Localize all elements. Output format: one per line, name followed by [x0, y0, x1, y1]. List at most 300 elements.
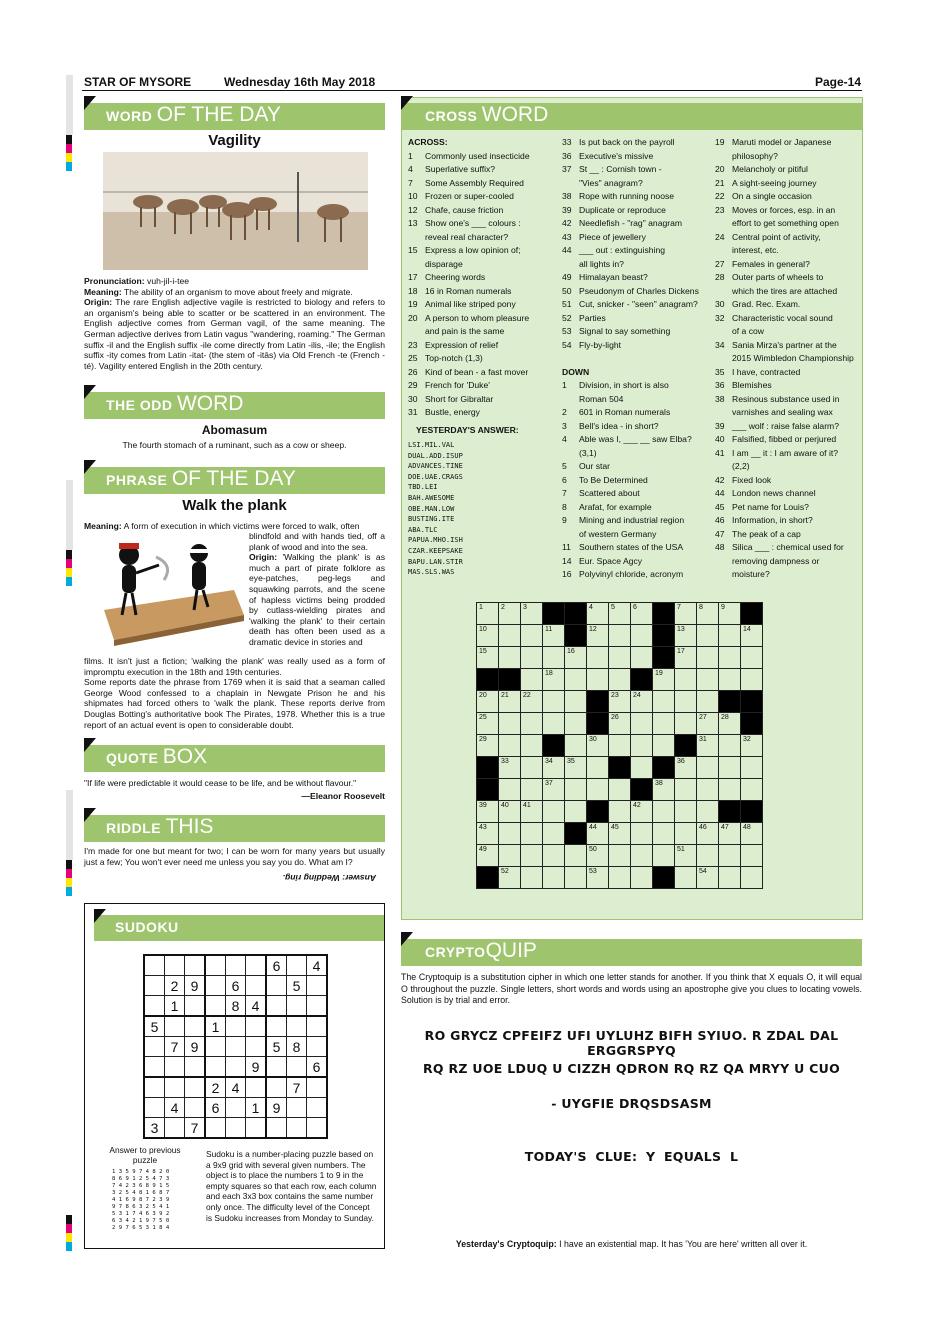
crossword-cell[interactable]: [521, 713, 543, 735]
sudoku-cell[interactable]: [266, 976, 287, 996]
crossword-cell[interactable]: [719, 625, 741, 647]
crossword-cell[interactable]: 34: [543, 757, 565, 779]
clue-item: 6 To Be Determined: [562, 474, 648, 485]
sudoku-cell: 4: [246, 996, 267, 1017]
clue-item: 8 Arafat, for example: [562, 501, 652, 512]
crossword-cell[interactable]: [631, 845, 653, 867]
crossword-cell[interactable]: 10: [477, 625, 499, 647]
crossword-cell[interactable]: [521, 669, 543, 691]
crossword-cell[interactable]: [521, 845, 543, 867]
crossword-cell[interactable]: 29: [477, 735, 499, 757]
crossword-cell[interactable]: 11: [543, 625, 565, 647]
clue-item: (2,2): [732, 461, 750, 471]
crossword-cell[interactable]: [631, 757, 653, 779]
crossword-cell[interactable]: [565, 801, 587, 823]
crossword-cell[interactable]: 51: [675, 845, 697, 867]
crossword-cell[interactable]: 52: [499, 867, 521, 889]
black-square: [587, 691, 609, 713]
crossword-cell[interactable]: [521, 757, 543, 779]
black-square: [741, 713, 763, 735]
clue-item: 23 Moves or forces, esp. in an: [715, 204, 836, 215]
crossword-cell[interactable]: [719, 845, 741, 867]
crossword-cell[interactable]: 20: [477, 691, 499, 713]
black-square: [719, 691, 741, 713]
crossword-cell[interactable]: [587, 647, 609, 669]
sudoku-cell: 6: [307, 1057, 328, 1078]
sudoku-cell[interactable]: [205, 1057, 226, 1078]
clue-item: 16 Polyvinyl chloride, acronym: [562, 569, 684, 579]
crossword-cell[interactable]: 13: [675, 625, 697, 647]
crossword-cell[interactable]: 26: [609, 713, 631, 735]
yesterday-row: MAS.SLS.WAS: [408, 568, 455, 577]
sudoku-cell[interactable]: [205, 976, 226, 996]
crossword-cell[interactable]: 45: [609, 823, 631, 845]
clue-item: which the tires are attached: [732, 285, 838, 296]
crossword-cell[interactable]: [697, 625, 719, 647]
sudoku-cell: 2: [165, 976, 185, 996]
crossword-cell[interactable]: 4: [587, 603, 609, 625]
black-square: [653, 867, 675, 889]
crossword-cell[interactable]: 22: [521, 691, 543, 713]
crossword-cell[interactable]: [697, 669, 719, 691]
crossword-cell[interactable]: [609, 735, 631, 757]
clue-item: varnishes and sealing wax: [732, 407, 833, 417]
crossword-cell[interactable]: 2: [499, 603, 521, 625]
crossword-cell[interactable]: [609, 625, 631, 647]
sudoku-cell[interactable]: [307, 1016, 328, 1037]
crossword-cell[interactable]: [565, 867, 587, 889]
crossword-cell[interactable]: [653, 823, 675, 845]
clue-item: 53 Signal to say something: [562, 326, 671, 336]
previous-answer-row: 6 3 4 2 1 9 7 5 0: [112, 1218, 170, 1224]
black-square: [609, 757, 631, 779]
clue-item: 39 Duplicate or reproduce: [562, 204, 666, 215]
crossword-cell[interactable]: [521, 735, 543, 757]
crossword-cell[interactable]: [521, 779, 543, 801]
crossword-cell[interactable]: [587, 757, 609, 779]
crossword-cell[interactable]: 42: [631, 801, 653, 823]
quote-text: "If life were predictable it would cease to be life, and be without flavour.": [84, 778, 357, 788]
sudoku-cell[interactable]: [226, 1098, 246, 1118]
sudoku-cell[interactable]: [226, 1037, 246, 1057]
sudoku-cell[interactable]: [144, 955, 165, 976]
crossword-cell[interactable]: [719, 647, 741, 669]
clue-item: 10 Frozen or super-cooled: [408, 191, 514, 201]
clue-item: 27 Females in general?: [715, 258, 810, 269]
phrase-text: Walk the plank: [182, 497, 287, 514]
crossword-cell[interactable]: [741, 867, 763, 889]
crossword-cell[interactable]: 50: [587, 845, 609, 867]
crossword-cell[interactable]: [697, 845, 719, 867]
crossword-cell[interactable]: 14: [741, 625, 763, 647]
black-square: [477, 779, 499, 801]
sudoku-cell[interactable]: [287, 1016, 307, 1037]
crossword-cell[interactable]: 24: [631, 691, 653, 713]
black-square: [499, 669, 521, 691]
sudoku-cell[interactable]: [165, 1016, 185, 1037]
crossword-cell[interactable]: 36: [675, 757, 697, 779]
clue-item: 26 Kind of bean - a fast mover: [408, 366, 529, 377]
crossword-cell[interactable]: [675, 713, 697, 735]
crossword-cell[interactable]: [499, 779, 521, 801]
cryptoquip-line-3: - UYGFIE DRQSDSASM: [551, 1096, 712, 1111]
sudoku-cell[interactable]: [226, 1118, 246, 1139]
crossword-cell[interactable]: [609, 867, 631, 889]
crossword-cell[interactable]: 1: [477, 603, 499, 625]
crossword-cell[interactable]: 12: [587, 625, 609, 647]
crossword-cell[interactable]: 41: [521, 801, 543, 823]
sudoku-cell[interactable]: [144, 1057, 165, 1078]
sudoku-cell: 9: [246, 1057, 267, 1078]
sudoku-cell[interactable]: [307, 1098, 328, 1118]
crossword-cell[interactable]: [499, 845, 521, 867]
crossword-cell[interactable]: [543, 647, 565, 669]
sudoku-cell[interactable]: [144, 1077, 165, 1098]
crossword-cell[interactable]: [631, 867, 653, 889]
sudoku-cell[interactable]: [205, 1118, 226, 1139]
clue-item: 3 Bell's idea - in short?: [562, 420, 659, 431]
cryptoquip-intro: The Cryptoquip is a substitution cipher in which one letter stands for another. If you think that X equals O, it will equal O throughout the puzzle. Single letters, short words and words using an apostrophe give you clues to locating vowels. Solution is by trial and error.: [401, 972, 862, 1006]
sudoku-cell: 3: [144, 1118, 165, 1139]
clue-item: 23 Expression of relief: [408, 339, 499, 350]
black-square: [477, 669, 499, 691]
crossword-cell[interactable]: [675, 779, 697, 801]
sudoku-cell[interactable]: [205, 955, 226, 976]
sudoku-cell[interactable]: [144, 976, 165, 996]
sudoku-cell[interactable]: [307, 1077, 328, 1098]
crossword-cell[interactable]: [499, 823, 521, 845]
sudoku-cell[interactable]: [287, 1098, 307, 1118]
sudoku-cell[interactable]: [226, 1016, 246, 1037]
crossword-cell[interactable]: 53: [587, 867, 609, 889]
crossword-cell[interactable]: [609, 669, 631, 691]
clue-item: "Vies" anagram?: [579, 177, 643, 188]
black-square: [653, 603, 675, 625]
crossword-cell[interactable]: 47: [719, 823, 741, 845]
clue-item: 44 London news channel: [715, 488, 816, 498]
odd-word-title: THE ODD WORD: [106, 392, 244, 415]
sudoku-cell: 7: [287, 1077, 307, 1098]
sudoku-cell: 6: [205, 1098, 226, 1118]
crossword-cell[interactable]: 48: [741, 823, 763, 845]
clue-item: 38 Rope with running noose: [562, 191, 675, 201]
crossword-cell[interactable]: [499, 713, 521, 735]
crossword-cell[interactable]: [653, 845, 675, 867]
sudoku-cell: 9: [266, 1098, 287, 1118]
sudoku-cell[interactable]: [226, 1057, 246, 1078]
sudoku-cell[interactable]: [246, 1077, 267, 1098]
cryptoquip-clue: TODAY'S CLUE: Y EQUALS L: [524, 1149, 739, 1164]
crossword-cell[interactable]: [609, 845, 631, 867]
crossword-cell[interactable]: [499, 735, 521, 757]
crossword-cell[interactable]: [631, 823, 653, 845]
crossword-cell[interactable]: [499, 647, 521, 669]
crossword-cell[interactable]: [719, 867, 741, 889]
crossword-cell[interactable]: 35: [565, 757, 587, 779]
riddle-title: RIDDLE THIS: [106, 815, 214, 838]
crossword-cell[interactable]: [719, 779, 741, 801]
black-square: [675, 735, 697, 757]
phrase-origin: films. It isn't just a fiction; 'walking the plank' was really used as a form of impromptu execution in the 18th and 19th centuries. Some reports date the phrase from 1769 when it is said that a seaman called George Wood confessed to a chaplain in Newgate Prison he and his shipmates had forced others to 'walk the plank. These reports derive from Douglas Botting's authoritative book The Pirates, 1978. Whether this is a true report of an actual event is open to considerable doubt.: [84, 656, 385, 730]
crossword-cell[interactable]: [521, 647, 543, 669]
clue-item: 17 Cheering words: [408, 272, 486, 282]
crossword-cell[interactable]: [565, 669, 587, 691]
across-heading: ACROSS:: [408, 137, 448, 147]
sudoku-cell[interactable]: [165, 1077, 185, 1098]
crossword-cell[interactable]: 27: [697, 713, 719, 735]
crossword-cell[interactable]: [543, 823, 565, 845]
sudoku-cell[interactable]: [307, 1118, 328, 1139]
crossword-cell[interactable]: [609, 647, 631, 669]
sudoku-cell[interactable]: [246, 1037, 267, 1057]
crossword-cell[interactable]: [631, 735, 653, 757]
crossword-cell[interactable]: [521, 823, 543, 845]
clue-item: 42 Fixed look: [715, 474, 772, 485]
sudoku-cell[interactable]: [205, 1037, 226, 1057]
black-square: [741, 691, 763, 713]
word-of-day-text: Pronunciation: vuh-jil-i-tee Meaning: The ability of an organism to move about freely and migrate. Origin: The rare English adjective vagile is restricted to biology and refers to an organism's being able to scatter or be scattered in an environment. The English adjective comes from German vagil, of the same meaning. The German adjective derives from Latin vagus "wandering, roaming." The German suffix -il and the English suffix -ile come directly from Latin -ilis, -ile; the English suffix -ity comes from Latin -itat- (the stem of -itās) via Old French -te (French -té). Vagility entered English in the 20th century.: [84, 276, 385, 371]
crossword-cell[interactable]: [631, 625, 653, 647]
crossword-cell[interactable]: [653, 713, 675, 735]
sudoku-cell[interactable]: [246, 1016, 267, 1037]
crossword-cell[interactable]: 7: [675, 603, 697, 625]
crossword-cell[interactable]: [653, 691, 675, 713]
sudoku-cell[interactable]: [266, 1118, 287, 1139]
crossword-cell[interactable]: [719, 757, 741, 779]
black-square: [477, 757, 499, 779]
crossword-cell[interactable]: 5: [609, 603, 631, 625]
cmyk-marks: [66, 860, 72, 896]
crossword-cell[interactable]: [741, 669, 763, 691]
crossword-cell[interactable]: [543, 801, 565, 823]
sudoku-cell[interactable]: [287, 1057, 307, 1078]
sudoku-cell[interactable]: [144, 1098, 165, 1118]
sudoku-cell[interactable]: [266, 996, 287, 1017]
crossword-cell[interactable]: 17: [675, 647, 697, 669]
sudoku-cell[interactable]: [165, 1118, 185, 1139]
clue-item: 21 A sight-seeing journey: [715, 177, 817, 188]
sudoku-cell[interactable]: [185, 1098, 206, 1118]
crossword-cell[interactable]: [565, 845, 587, 867]
odd-word-word: Abomasum: [201, 423, 268, 437]
clue-item: 2015 Wimbledon Championship: [732, 353, 854, 363]
sudoku-cell[interactable]: [287, 996, 307, 1017]
clue-item: 41 I am __ it : I am aware of it?: [715, 447, 839, 458]
sudoku-cell[interactable]: [205, 996, 226, 1017]
clue-item: 20 Melancholy or pitiful: [715, 164, 808, 174]
crossword-cell[interactable]: [499, 625, 521, 647]
previous-answer-row: 7 4 2 3 6 8 9 1 5: [112, 1183, 170, 1189]
sudoku-cell: 4: [307, 955, 328, 976]
sudoku-cell[interactable]: [246, 955, 267, 976]
crossword-cell[interactable]: 19: [653, 669, 675, 691]
crossword-cell[interactable]: 30: [587, 735, 609, 757]
word-of-day-word: Vagility: [208, 132, 261, 149]
crossword-cell[interactable]: [521, 625, 543, 647]
crossword-cell[interactable]: 25: [477, 713, 499, 735]
crossword-cell[interactable]: 46: [697, 823, 719, 845]
crossword-cell[interactable]: [631, 713, 653, 735]
crossword-cell[interactable]: 9: [719, 603, 741, 625]
sudoku-cell[interactable]: [226, 955, 246, 976]
crossword-cell[interactable]: [543, 867, 565, 889]
crossword-cell[interactable]: [675, 691, 697, 713]
crossword-cell[interactable]: [741, 647, 763, 669]
crossword-cell[interactable]: [587, 669, 609, 691]
clue-item: 24 Central point of activity,: [715, 231, 821, 242]
crossword-cell[interactable]: 23: [609, 691, 631, 713]
crossword-cell[interactable]: [565, 735, 587, 757]
clue-item: removing dampness or: [732, 555, 820, 566]
crossword-cell[interactable]: [675, 867, 697, 889]
crossword-cell[interactable]: [675, 823, 697, 845]
crossword-cell[interactable]: [675, 801, 697, 823]
sudoku-cell[interactable]: [144, 1037, 165, 1057]
across-clues-1: [408, 136, 558, 420]
clue-item: 34 Sania Mirza's partner at the: [715, 339, 837, 350]
crossword-grid: [476, 602, 763, 889]
crossword-cell[interactable]: 31: [697, 735, 719, 757]
crossword-cell[interactable]: [653, 801, 675, 823]
crossword-cell[interactable]: [609, 779, 631, 801]
crossword-cell[interactable]: [543, 691, 565, 713]
clue-item: 48 Silica ___ : chemical used for: [715, 542, 844, 552]
clue-item: 19 Maruti model or Japanese: [715, 137, 832, 147]
sudoku-cell[interactable]: [307, 976, 328, 996]
crossword-cell[interactable]: [697, 647, 719, 669]
yesterday-crossword-grid: [408, 440, 545, 578]
crossword-cell[interactable]: [697, 801, 719, 823]
cmyk-marks: [66, 135, 72, 171]
sudoku-cell[interactable]: [307, 1037, 328, 1057]
cryptoquip-line-1: RO GRYCZ CPFEIFZ UFI UYLUHZ BIFH SYIUO. R ZDAL DAL ERGGRSPYQ: [424, 1028, 839, 1058]
crossword-cell[interactable]: [697, 779, 719, 801]
sudoku-cell[interactable]: [185, 955, 206, 976]
crossword-cell[interactable]: [609, 801, 631, 823]
clue-item: 36 Blemishes: [715, 380, 772, 390]
crossword-cell[interactable]: 38: [653, 779, 675, 801]
crossword-cell[interactable]: [565, 691, 587, 713]
sudoku-cell[interactable]: [287, 1118, 307, 1139]
crossword-cell[interactable]: [697, 691, 719, 713]
yesterday-row: DOE.UAE.CRAGS: [408, 472, 463, 481]
crossword-cell[interactable]: 49: [477, 845, 499, 867]
crossword-cell[interactable]: [741, 845, 763, 867]
crossword-cell[interactable]: 15: [477, 647, 499, 669]
crossword-cell[interactable]: 16: [565, 647, 587, 669]
black-square: [565, 625, 587, 647]
sudoku-cell[interactable]: [266, 1077, 287, 1098]
sudoku-cell[interactable]: [266, 1016, 287, 1037]
previous-answer-row: 2 9 7 6 5 3 1 8 4: [112, 1225, 170, 1231]
crossword-cell[interactable]: 54: [697, 867, 719, 889]
clue-item: Roman 504: [579, 393, 624, 404]
phrase-title: PHRASE OF THE DAY: [106, 467, 296, 490]
riddle-answer: Answer: Wedding ring.: [282, 873, 377, 883]
crossword-cell[interactable]: 33: [499, 757, 521, 779]
sudoku-cell[interactable]: [307, 996, 328, 1017]
black-square: [631, 669, 653, 691]
crossword-cell[interactable]: [543, 845, 565, 867]
crossword-cell[interactable]: [631, 647, 653, 669]
crossword-title: CROSS WORD: [425, 103, 549, 126]
crossword-cell[interactable]: [587, 779, 609, 801]
crossword-cell[interactable]: 3: [521, 603, 543, 625]
sudoku-cell[interactable]: [287, 955, 307, 976]
crossword-cell[interactable]: [741, 757, 763, 779]
clue-item: 47 The peak of a cap: [715, 528, 801, 539]
riddle-text: I'm made for one but meant for two; I can be worn for many years but usually just a few; You won't ever need me unless you say you do. What am I?: [84, 846, 385, 867]
sudoku-cell[interactable]: [165, 955, 185, 976]
clue-item: 7 Some Assembly Required: [408, 177, 524, 188]
clue-item: 1 Division, in short is also: [562, 380, 669, 390]
clue-item: disparage: [425, 258, 463, 269]
quote-author: —Eleanor Roosevelt: [301, 791, 385, 801]
clue-item: 50 Pseudonym of Charles Dickens: [562, 285, 699, 296]
crossword-cell[interactable]: [565, 779, 587, 801]
crossword-cell[interactable]: 28: [719, 713, 741, 735]
sudoku-cell[interactable]: [266, 1057, 287, 1078]
sudoku-cell: 1: [205, 1016, 226, 1037]
crossword-cell[interactable]: 21: [499, 691, 521, 713]
crossword-cell[interactable]: 40: [499, 801, 521, 823]
clue-item: 45 Pet name for Louis?: [715, 501, 809, 512]
crossword-cell[interactable]: [521, 867, 543, 889]
crossword-cell[interactable]: [741, 779, 763, 801]
sudoku-cell[interactable]: [246, 976, 267, 996]
sudoku-description: Sudoku is a number-placing puzzle based on a 9x9 grid with several given numbers. The object is to place the numbers 1 to 9 in the empty squares so that each row, each column and each 3x3 box contains the same number only once. The difficulty level of the Concept is Sudoku increases from Monday to Sunday.: [206, 1149, 377, 1223]
crossword-cell[interactable]: 6: [631, 603, 653, 625]
clue-item: 46 Information, in short?: [715, 515, 813, 525]
yesterday-row: BUSTING.ITE: [408, 515, 455, 524]
header-rule: [82, 90, 862, 91]
odd-word-definition: The fourth stomach of a ruminant, such as a cow or sheep.: [122, 440, 347, 450]
crossword-cell[interactable]: [675, 669, 697, 691]
sudoku-cell[interactable]: [185, 1016, 206, 1037]
crossword-cell[interactable]: 32: [741, 735, 763, 757]
cmyk-marks: [66, 550, 72, 586]
clue-item: 31 Bustle, energy: [408, 407, 480, 417]
yesterday-row: DUAL.ADD.ISUP: [408, 451, 463, 460]
crossword-cell[interactable]: 39: [477, 801, 499, 823]
black-square: [631, 779, 653, 801]
clue-item: 37 St __ : Cornish town -: [562, 164, 662, 174]
sudoku-cell[interactable]: [246, 1118, 267, 1139]
crossword-cell[interactable]: 44: [587, 823, 609, 845]
clue-item: reveal real character?: [425, 231, 509, 242]
sudoku-cell[interactable]: [144, 996, 165, 1017]
sudoku-cell[interactable]: [185, 1057, 206, 1078]
sudoku-cell: 6: [266, 955, 287, 976]
sudoku-title: SUDOKU: [115, 919, 179, 935]
crossword-cell[interactable]: 37: [543, 779, 565, 801]
black-square: [741, 801, 763, 823]
crossword-cell[interactable]: 8: [697, 603, 719, 625]
crossword-cell[interactable]: 18: [543, 669, 565, 691]
crossword-cell[interactable]: [543, 713, 565, 735]
crossword-cell[interactable]: [653, 735, 675, 757]
crossword-cell[interactable]: [719, 669, 741, 691]
cryptoquip-title: CRYPTOQUIP: [425, 939, 537, 962]
clue-item: 40 Falsified, fibbed or perjured: [715, 434, 837, 444]
crossword-cell[interactable]: 43: [477, 823, 499, 845]
sudoku-cell[interactable]: [165, 1057, 185, 1078]
crossword-cell[interactable]: [697, 757, 719, 779]
sudoku-cell[interactable]: [185, 996, 206, 1017]
crossword-cell[interactable]: [719, 735, 741, 757]
sudoku-cell[interactable]: [185, 1077, 206, 1098]
crossword-cell[interactable]: [565, 713, 587, 735]
